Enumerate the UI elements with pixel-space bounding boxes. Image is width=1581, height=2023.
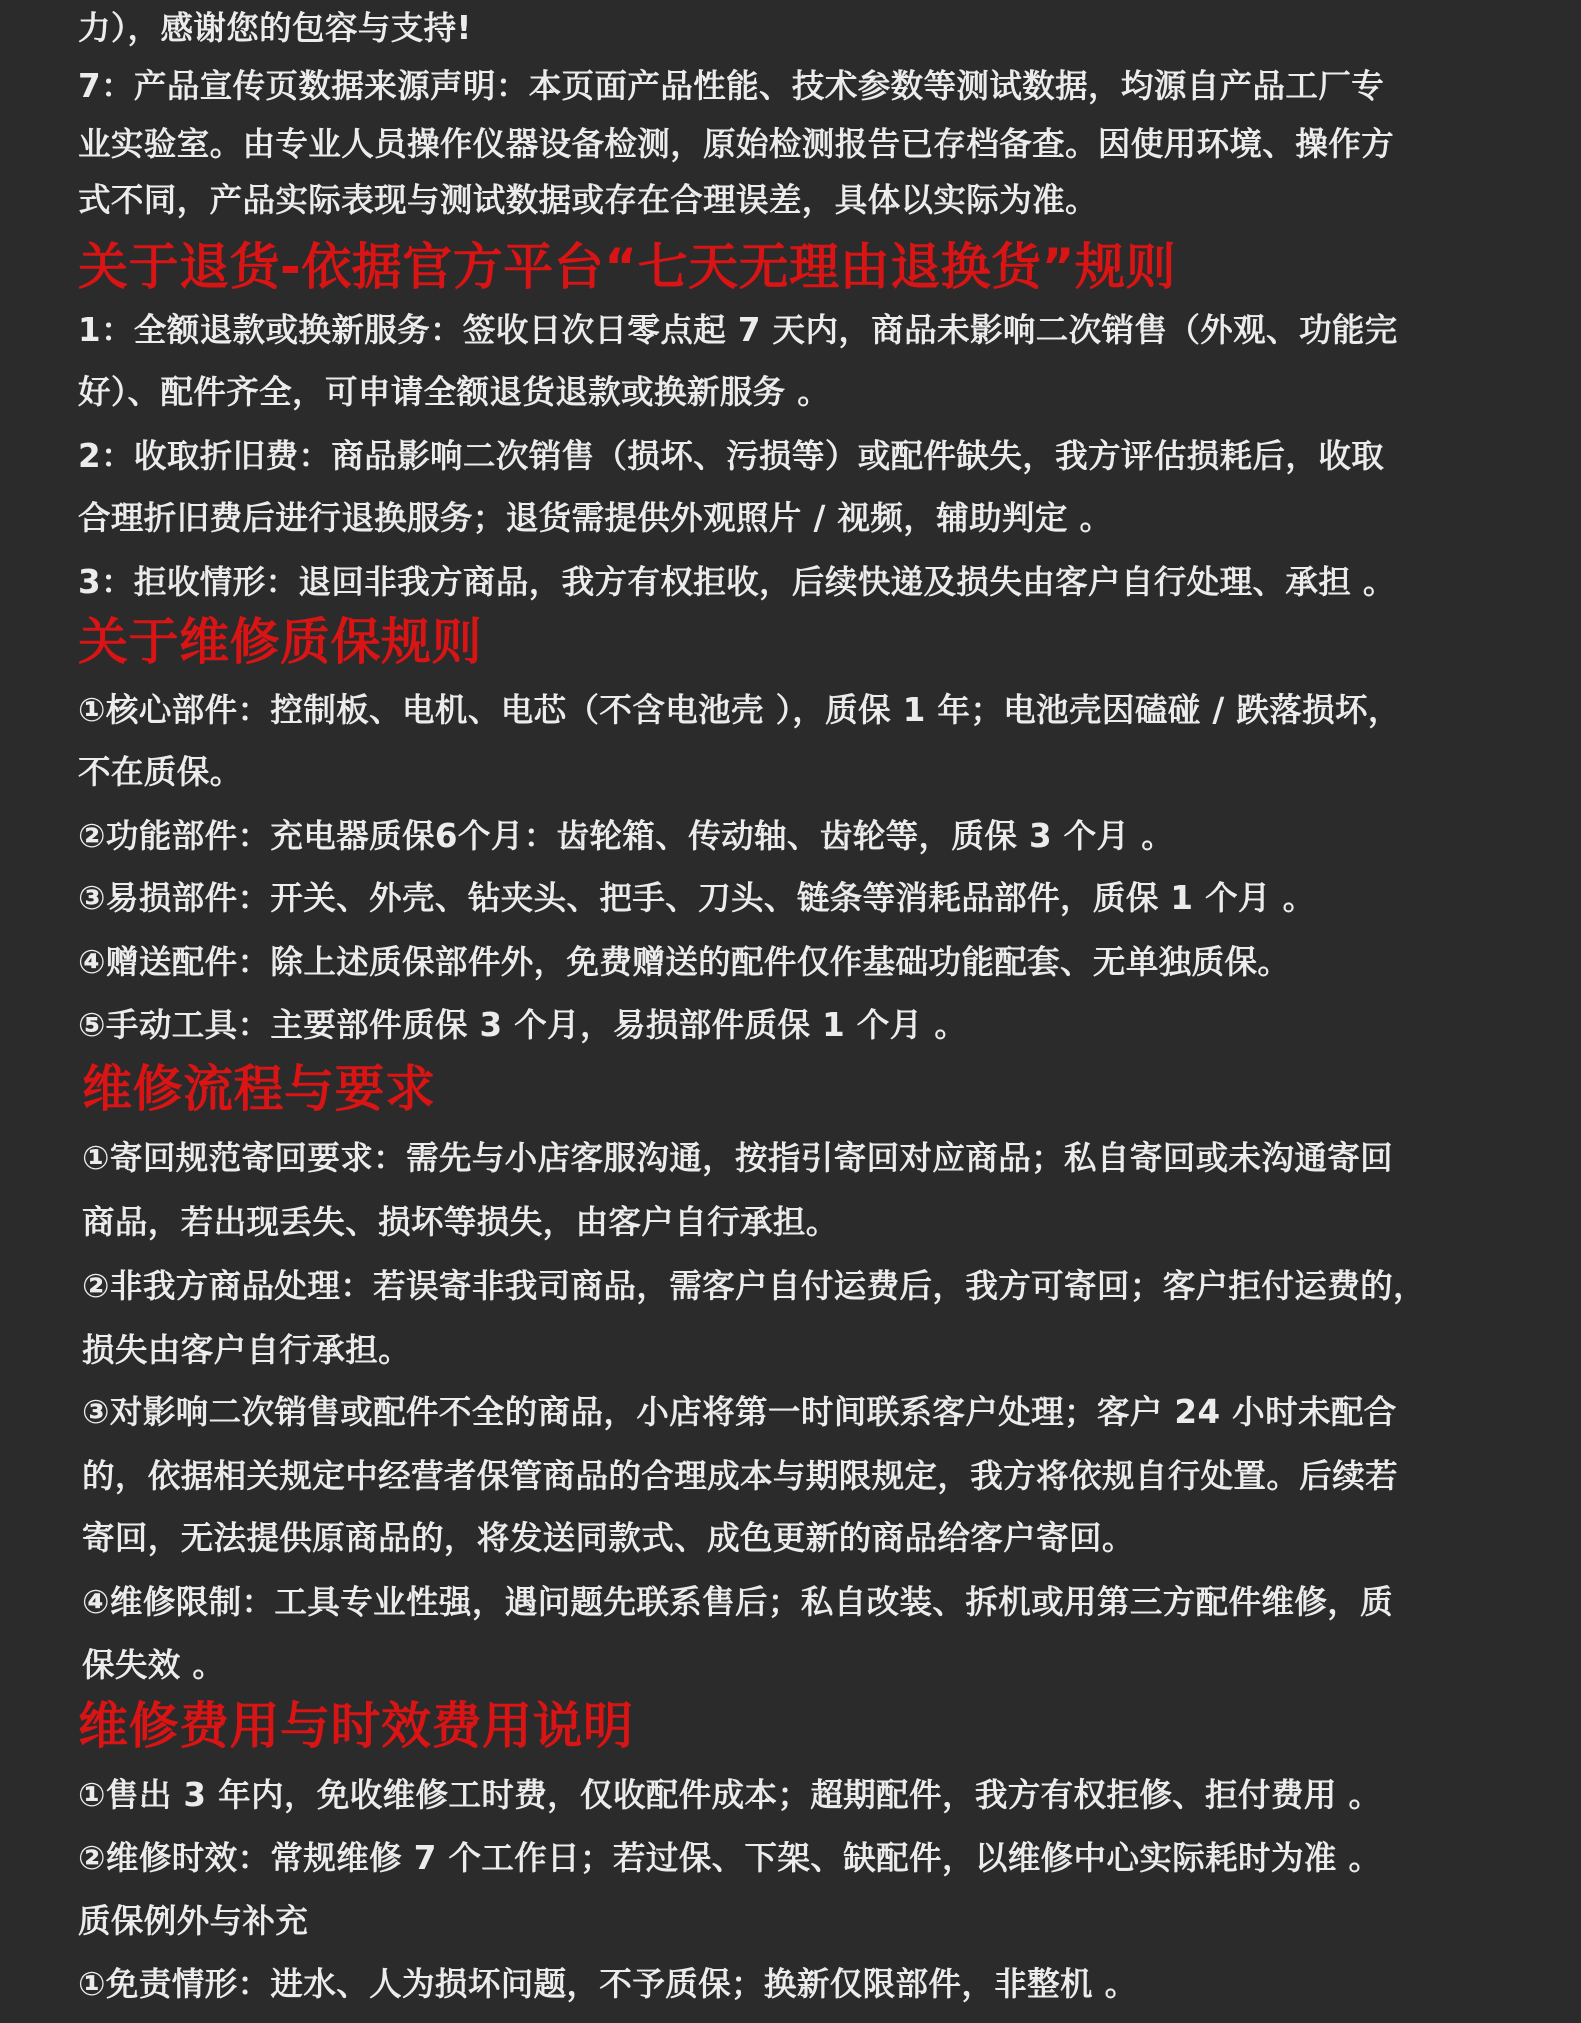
repair-line: 损失由客户自行承担。 — [82, 1331, 412, 1369]
warranty-section-heading: 关于维修质保规则 — [78, 613, 482, 671]
return-line: 3：拒收情形：退回非我方商品，我方有权拒收，后续快递及损失由客户自行处理、承担 。 — [78, 563, 1396, 601]
repair-line: ④维修限制：工具专业性强，遇问题先联系售后；私自改装、拆机或用第三方配件维修，质 — [82, 1583, 1394, 1621]
warranty-line: 不在质保。 — [78, 753, 243, 791]
fee-line: ①免责情形：进水、人为损坏问题，不予质保；换新仅限部件，非整机 。 — [78, 1965, 1138, 2003]
intro-line: 7：产品宣传页数据来源声明：本页面产品性能、技术参数等测试数据，均源自产品工厂专 — [78, 67, 1385, 105]
repair-line: 寄回，无法提供原商品的，将发送同款式、成色更新的商品给客户寄回。 — [82, 1519, 1135, 1557]
intro-line: 式不同，产品实际表现与测试数据或存在合理误差，具体以实际为准。 — [78, 181, 1098, 219]
repair-section-heading: 维修流程与要求 — [82, 1060, 436, 1118]
repair-line: 商品，若出现丢失、损坏等损失，由客户自行承担。 — [82, 1203, 839, 1241]
return-line: 1：全额退款或换新服务：签收日次日零点起 7 天内，商品未影响二次销售（外观、功能完 — [78, 311, 1398, 349]
warranty-line: ①核心部件：控制板、电机、电芯（不含电池壳 ），质保 1 年；电池壳因磕碰 / 跌落损坏， — [78, 691, 1401, 729]
fee-section-heading: 维修费用与时效费用说明 — [78, 1697, 634, 1755]
intro-line: 力），感谢您的包容与支持! — [78, 9, 472, 47]
repair-line: ①寄回规范寄回要求：需先与小店客服沟通，按指引寄回对应商品；私自寄回或未沟通寄回 — [82, 1139, 1394, 1177]
return-line: 好）、配件齐全，可申请全额退货退款或换新服务 。 — [78, 373, 831, 411]
return-section-heading: 关于退货-依据官方平台“七天无理由退换货”规则 — [78, 238, 1176, 296]
fee-subheading: 质保例外与补充 — [78, 1902, 309, 1940]
fee-line: ①售出 3 年内，免收维修工时费，仅收配件成本；超期配件，我方有权拒修、拒付费用 。 — [78, 1776, 1382, 1814]
warranty-line: ③易损部件：开关、外壳、钻夹头、把手、刀头、链条等消耗品部件，质保 1 个月 。 — [78, 879, 1316, 917]
fee-line: ②维修时效：常规维修 7 个工作日；若过保、下架、缺配件，以维修中心实际耗时为准 。 — [78, 1839, 1382, 1877]
warranty-line: ④赠送配件：除上述质保部件外，免费赠送的配件仅作基础功能配套、无单独质保。 — [78, 943, 1291, 981]
warranty-line: ②功能部件：充电器质保6个月：齿轮箱、传动轴、齿轮等，质保 3 个月 。 — [78, 817, 1175, 855]
return-line: 合理折旧费后进行退换服务；退货需提供外观照片 / 视频，辅助判定 。 — [78, 499, 1113, 537]
repair-line: 的，依据相关规定中经营者保管商品的合理成本与期限规定，我方将依规自行处置。后续若 — [82, 1457, 1399, 1495]
warranty-line: ⑤手动工具：主要部件质保 3 个月，易损部件质保 1 个月 。 — [78, 1006, 968, 1044]
repair-line: ②非我方商品处理：若误寄非我司商品，需客户自付运费后，我方可寄回；客户拒付运费的， — [82, 1267, 1426, 1305]
intro-line: 业实验室。由专业人员操作仪器设备检测，原始检测报告已存档备查。因使用环境、操作方 — [78, 125, 1395, 163]
return-line: 2：收取折旧费：商品影响二次销售（损坏、污损等）或配件缺失，我方评估损耗后，收取 — [78, 437, 1385, 475]
repair-line: 保失效 。 — [82, 1646, 226, 1684]
repair-line: ③对影响二次销售或配件不全的商品，小店将第一时间联系客户处理；客户 24 小时未配合 — [82, 1393, 1397, 1431]
